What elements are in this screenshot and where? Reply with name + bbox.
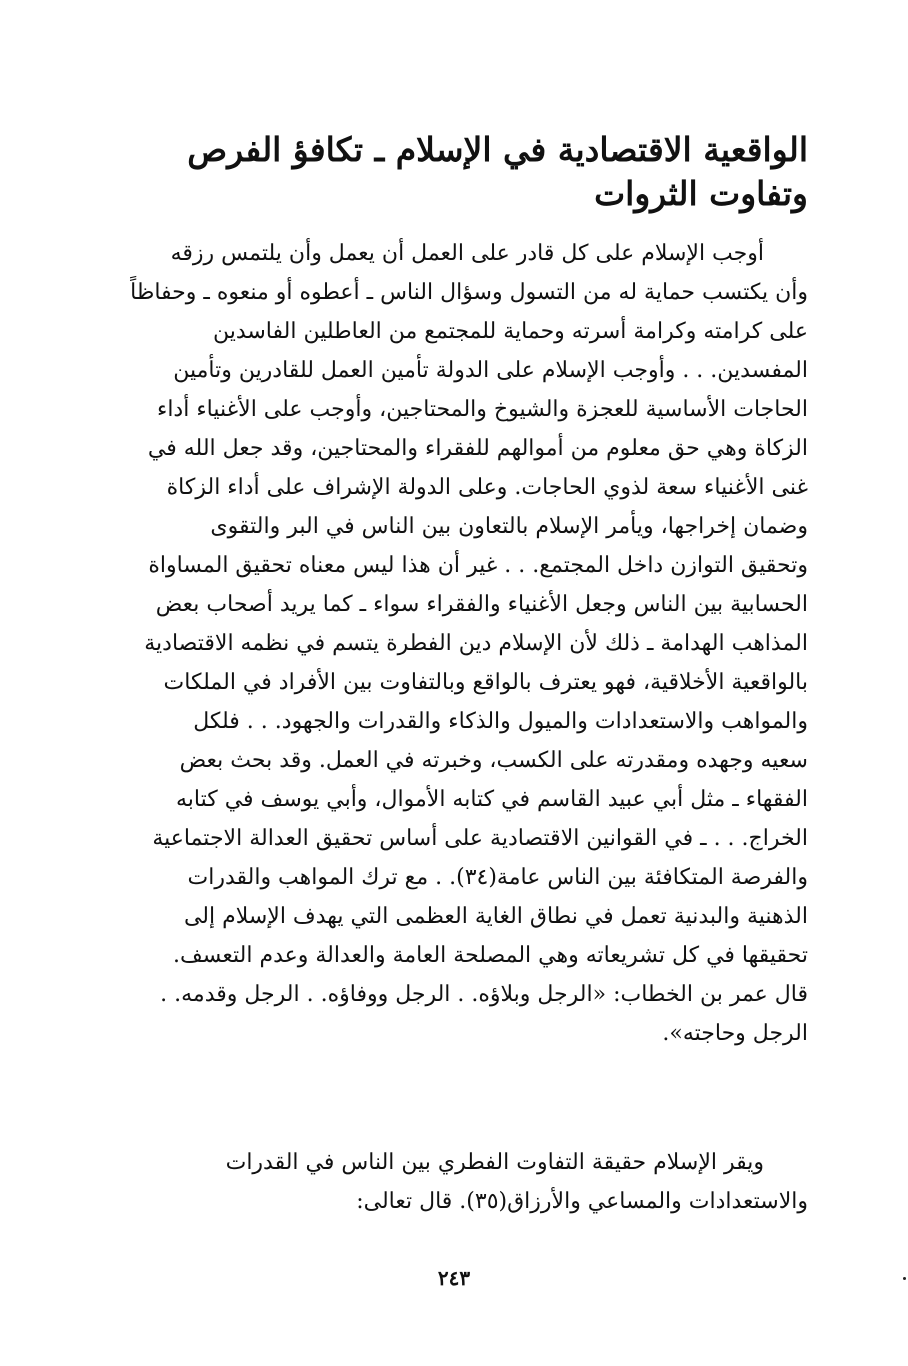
text-line: الفقهاء ـ مثل أبي عبيد القاسم في كتابه الأموال، وأبي يوسف في كتابه	[175, 787, 808, 812]
text-line: وأن يكتسب حماية له من التسول وسؤال الناس ـ أعطوه أو منعوه ـ وحفاظاً	[130, 280, 808, 305]
paragraph-2	[108, 1143, 808, 1221]
text-line: الخراج. . . ـ في القوانين الاقتصادية على أساس تحقيق العدالة الاجتماعية	[152, 826, 808, 851]
text-line: الحاجات الأساسية للعجزة والشيوخ والمحتاجين، وأوجب على الأغنياء أداء	[156, 397, 808, 422]
page-number: ٢٤٣	[437, 1266, 471, 1290]
margin-dot	[903, 1277, 906, 1280]
text-line: المذاهب الهدامة ـ ذلك لأن الإسلام دين الفطرة يتسم في نظمه الاقتصادية	[144, 631, 808, 656]
text-line: والمواهب والاستعدادات والميول والذكاء والقدرات والجهود. . . فلكل	[193, 709, 808, 734]
text-line: المفسدين. . . وأوجب الإسلام على الدولة تأمين العمل للقادرين وتأمين	[173, 358, 808, 383]
text-line: بالواقعية الأخلاقية، فهو يعترف بالواقع وبالتفاوت بين الأفراد في الملكات	[163, 670, 808, 695]
text-line: الرجل وحاجته».	[662, 1021, 808, 1046]
text-line: الحسابية بين الناس وجعل الأغنياء والفقراء سواء ـ كما يريد أصحاب بعض	[155, 592, 808, 617]
text-line: غنى الأغنياء سعة لذوي الحاجات. وعلى الدولة الإشراف على أداء الزكاة	[166, 475, 808, 500]
text-line: تحقيقها في كل تشريعاته وهي المصلحة العامة والعدالة وعدم التعسف.	[173, 943, 808, 968]
text-line: على كرامته وكرامة أسرته وحماية للمجتمع من العاطلين الفاسدين	[212, 319, 808, 344]
text-line: قال عمر بن الخطاب: «الرجل وبلاؤه. . الرجل ووفاؤه. . الرجل وقدمه. .	[160, 982, 808, 1007]
text-line: والاستعدادات والمساعي والأرزاق(٣٥). قال تعالى:	[356, 1189, 808, 1214]
text-line: الذهنية والبدنية تعمل في نطاق الغاية العظمى التي يهدف الإسلام إلى	[183, 904, 808, 929]
text-line: وضمان إخراجها، ويأمر الإسلام بالتعاون بين الناس في البر والتقوى	[210, 514, 808, 539]
text-line: الزكاة وهي حق معلوم من أموالهم للفقراء والمحتاجين، وقد جعل الله في	[147, 436, 808, 461]
page-title: الواقعية الاقتصادية في الإسلام ـ تكافؤ الفرص وتفاوت الثروات	[187, 130, 808, 213]
text-line: والفرصة المتكافئة بين الناس عامة(٣٤). . مع ترك المواهب والقدرات	[187, 865, 808, 890]
paragraph-1	[108, 234, 808, 1053]
text-line: وتحقيق التوازن داخل المجتمع. . . غير أن هذا ليس معناه تحقيق المساواة	[148, 553, 808, 578]
text-line: سعيه وجهده ومقدرته على الكسب، وخبرته في العمل. وقد بحث بعض	[179, 748, 808, 773]
text-line: أوجب الإسلام على كل قادر على العمل أن يعمل وأن يلتمس رزقه	[170, 241, 764, 266]
text-line: ويقر الإسلام حقيقة التفاوت الفطري بين الناس في القدرات	[225, 1150, 764, 1175]
